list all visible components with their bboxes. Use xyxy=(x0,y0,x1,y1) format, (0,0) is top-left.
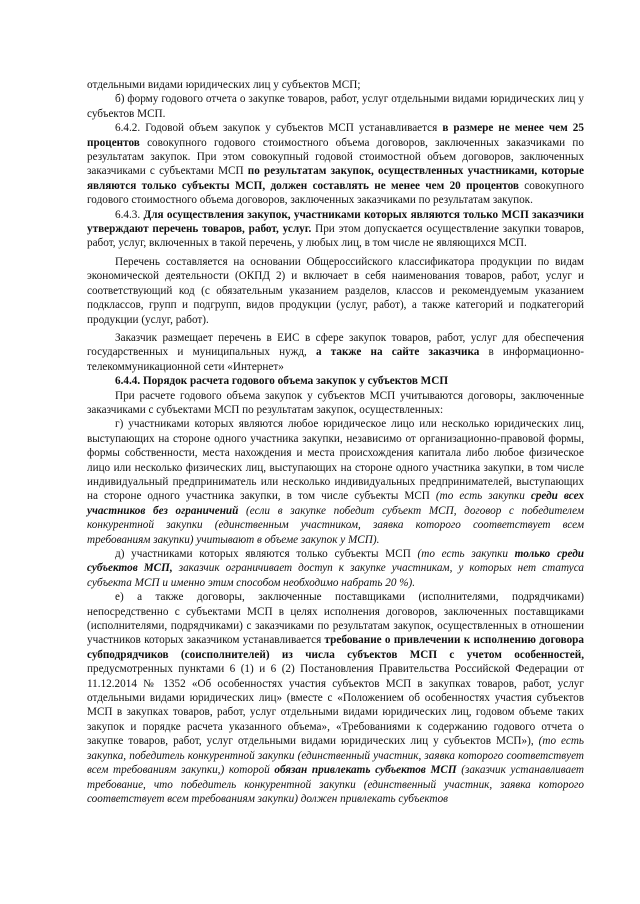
paragraph-6-4-2: 6.4.2. Годовой объем закупок у субъектов МСП устанавливается в размере не менее чем 25 процентов совокупного годового стоимостного объема договоров, заключенных заказчиками по результатам закупок. При этом совокупный годовой стоимостной объем договоров, заключенных заказчиками с субъектами МСП по результатам закупок, осуществленных участниками, которые являются только субъекты МСП, должен составлять не менее чем 20 процентов совокупного годового стоимостного объема договоров, заключенных заказчиками по результатам закупок. xyxy=(87,122,585,207)
paragraph-item-b: б) форму годового отчета о закупке товаров, работ, услуг отдельными видами юридических лиц у субъектов МСП. xyxy=(87,93,584,120)
paragraph-eis-publication: Заказчик размещает перечень в ЕИС в сфере закупок товаров, работ, услуг для обеспечения государственных и муниципальных нужд, а также на сайте заказчика в информационно-телекоммуникационной сети «Интернет» xyxy=(87,331,584,373)
paragraph-continuation: отдельными видами юридических лиц у субъектов МСП; xyxy=(87,79,361,91)
paragraph-6-4-3: 6.4.3. Для осуществления закупок, участниками которых являются только МСП заказчики утверждают перечень товаров, работ, услуг. При этом допускается осуществление закупки товаров, работ, услуг, включенных в такой перечень, у любых лиц, в том числе не являющихся МСП. xyxy=(87,208,585,250)
paragraph-okpd2-list: Перечень составляется на основании Общероссийского классификатора продукции по видам экономической деятельности (ОКПД 2) и включает в себя наименования товаров, работ, услуг и соответствующий код (с обязательным указанием разделов, классов и рекомендуемым указанием подклассов, групп и подгрупп, видов продукции (услуг, работ), а также категорий и подкатегорий продукции (услуг, работ). xyxy=(87,255,584,326)
paragraph-item-g: г) участниками которых являются любое юридическое лицо или несколько юридических лиц, выступающих на стороне одного участника закупки, независимо от организационно-правовой формы, формы собственности, места нахождения и места происхождения капитала либо любое физическое лицо или несколько физических лиц, выступающих на стороне одного участника закупки, в том числе индивидуальный предприниматель или несколько индивидуальных предпринимателей, выступающих на стороне одного участника закупки, в том числе субъекты МСП (то есть закупки среди всех участников без ограничений (если в закупке победит субъект МСП, договор с победителем конкурентной закупки (единственным участником, заявка которого соответствует всем требованиям закупки) учитывают в объеме закупок у МСП). xyxy=(87,418,584,546)
paragraph-item-e: е) а также договоры, заключенные поставщиками (исполнителями, подрядчиками) непосредственно с субъектами МСП в целях исполнения договоров, заключенных поставщиками (исполнителями, подрядчиками) с заказчиками по результатам закупок, осуществленных в отношении участников которых заказчиком устанавливается требование о привлечении к исполнению договора субподрядчиков (соисполнителей) из числа субъектов МСП с учетом особенностей, предусмотренных пунктами 6 (1) и 6 (2) Постановления Правительства Российской Федерации от 11.12.2014 № 1352 «Об особенностях участия субъектов МСП в закупках товаров, работ, услуг отдельными видами юридических лиц» (вместе с «Положением об особенностях участия субъектов МСП в закупках товаров, работ, услуг отдельными видами юридических лиц, годовом объеме таких закупок и порядке расчета указанного объема», «Требованиями к содержанию годового отчета о закупке товаров, работ, услуг отдельными видами юридических лиц у субъектов МСП»), (то есть закупка, победитель конкурентной закупки (единственный участник, заявка которого соответствует всем требованиям закупки,) которой обязан привлекать субъектов МСП (заказчик устанавливает требование, что победитель конкурентной закупки (единственный участник, заявка которого соответствует всем требованиям закупки) должен привлекать субъектов xyxy=(87,591,584,805)
paragraph-item-d: д) участниками которых являются только субъекты МСП (то есть закупки только среди субъектов МСП, заказчик ограничивает доступ к закупке участникам, у которых нет статуса субъекта МСП и именно этим способом необходимо набрать 20 %). xyxy=(87,548,584,589)
document-page xyxy=(87,78,584,806)
paragraph-calculation-intro: При расчете годового объема закупок у субъектов МСП учитываются договоры, заключенные заказчиками с субъектами МСП по результатам закупок, осуществленных: xyxy=(87,389,584,416)
section-heading-6-4-4: 6.4.4. Порядок расчета годового объема закупок у субъектов МСП xyxy=(115,375,449,388)
